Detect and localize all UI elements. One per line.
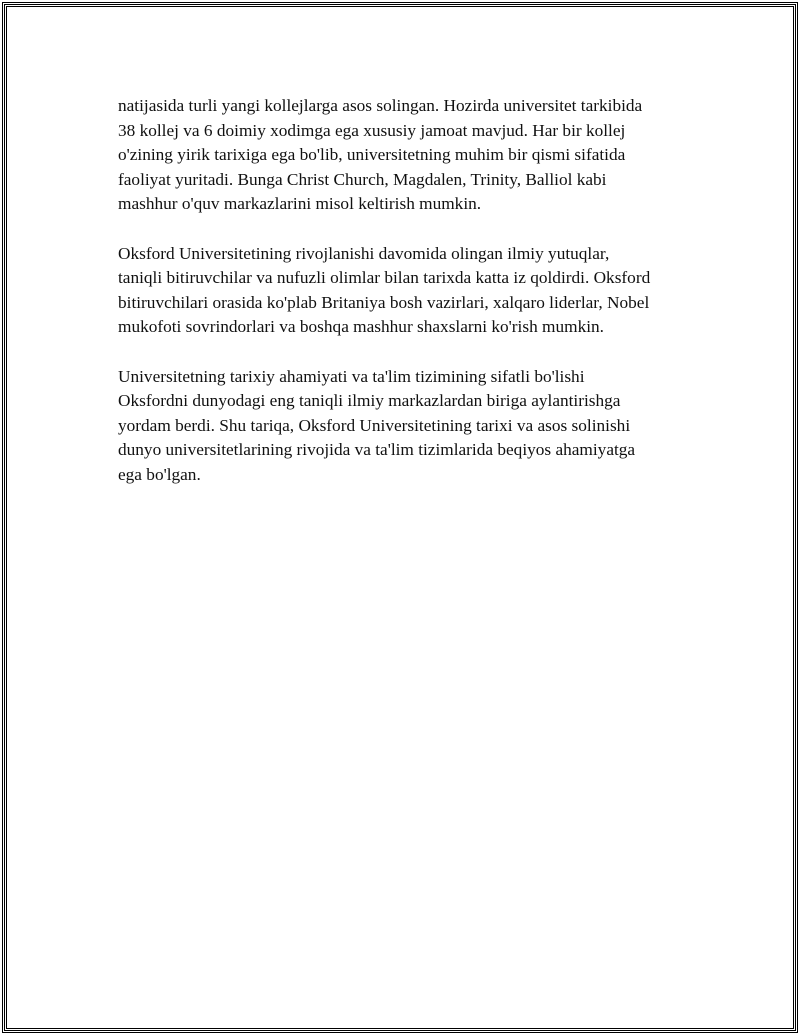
- text-line: o'zining yirik tarixiga ega bo'lib, universitetning muhim bir qismi sifatida: [118, 145, 626, 165]
- text-line: dunyo universitetlarining rivojida va ta'lim tizimlarida beqiyos ahamiyatga: [118, 440, 636, 460]
- text-line: Oksfordni dunyodagi eng taniqli ilmiy markazlardan biriga aylantirishga: [118, 391, 621, 411]
- text-line: Universitetning tarixiy ahamiyati va ta'lim tizimining sifatli bo'lishi: [118, 366, 585, 386]
- paragraph-2: [118, 242, 688, 340]
- page-border: [2, 2, 798, 1033]
- text-line: faoliyat yuritadi. Bunga Christ Church, Magdalen, Trinity, Balliol kabi: [118, 169, 607, 189]
- text-line: ega bo'lgan.: [118, 464, 201, 484]
- text-line: yordam berdi. Shu tariqa, Oksford Universitetining tarixi va asos solinishi: [118, 415, 631, 435]
- text-line: bitiruvchilari orasida ko'plab Britaniya bosh vazirlari, xalqaro liderlar, Nobel: [118, 292, 650, 312]
- text-line: mashhur o'quv markazlarini misol keltirish mumkin.: [118, 194, 482, 214]
- paragraph-1: [118, 94, 688, 217]
- text-line: Oksford Universitetining rivojlanishi davomida olingan ilmiy yutuqlar,: [118, 243, 610, 263]
- document-body: [118, 94, 688, 512]
- text-line: mukofoti sovrindorlari va boshqa mashhur shaxslarni ko'rish mumkin.: [118, 317, 604, 337]
- text-line: 38 kollej va 6 doimiy xodimga ega xususiy jamoat mavjud. Har bir kollej: [118, 120, 626, 140]
- paragraph-3: [118, 365, 688, 488]
- text-line: natijasida turli yangi kollejlarga asos solingan. Hozirda universitet tarkibida: [118, 96, 643, 115]
- text-line: taniqli bitiruvchilar va nufuzli olimlar bilan tarixda katta iz qoldirdi. Oksford: [118, 268, 651, 288]
